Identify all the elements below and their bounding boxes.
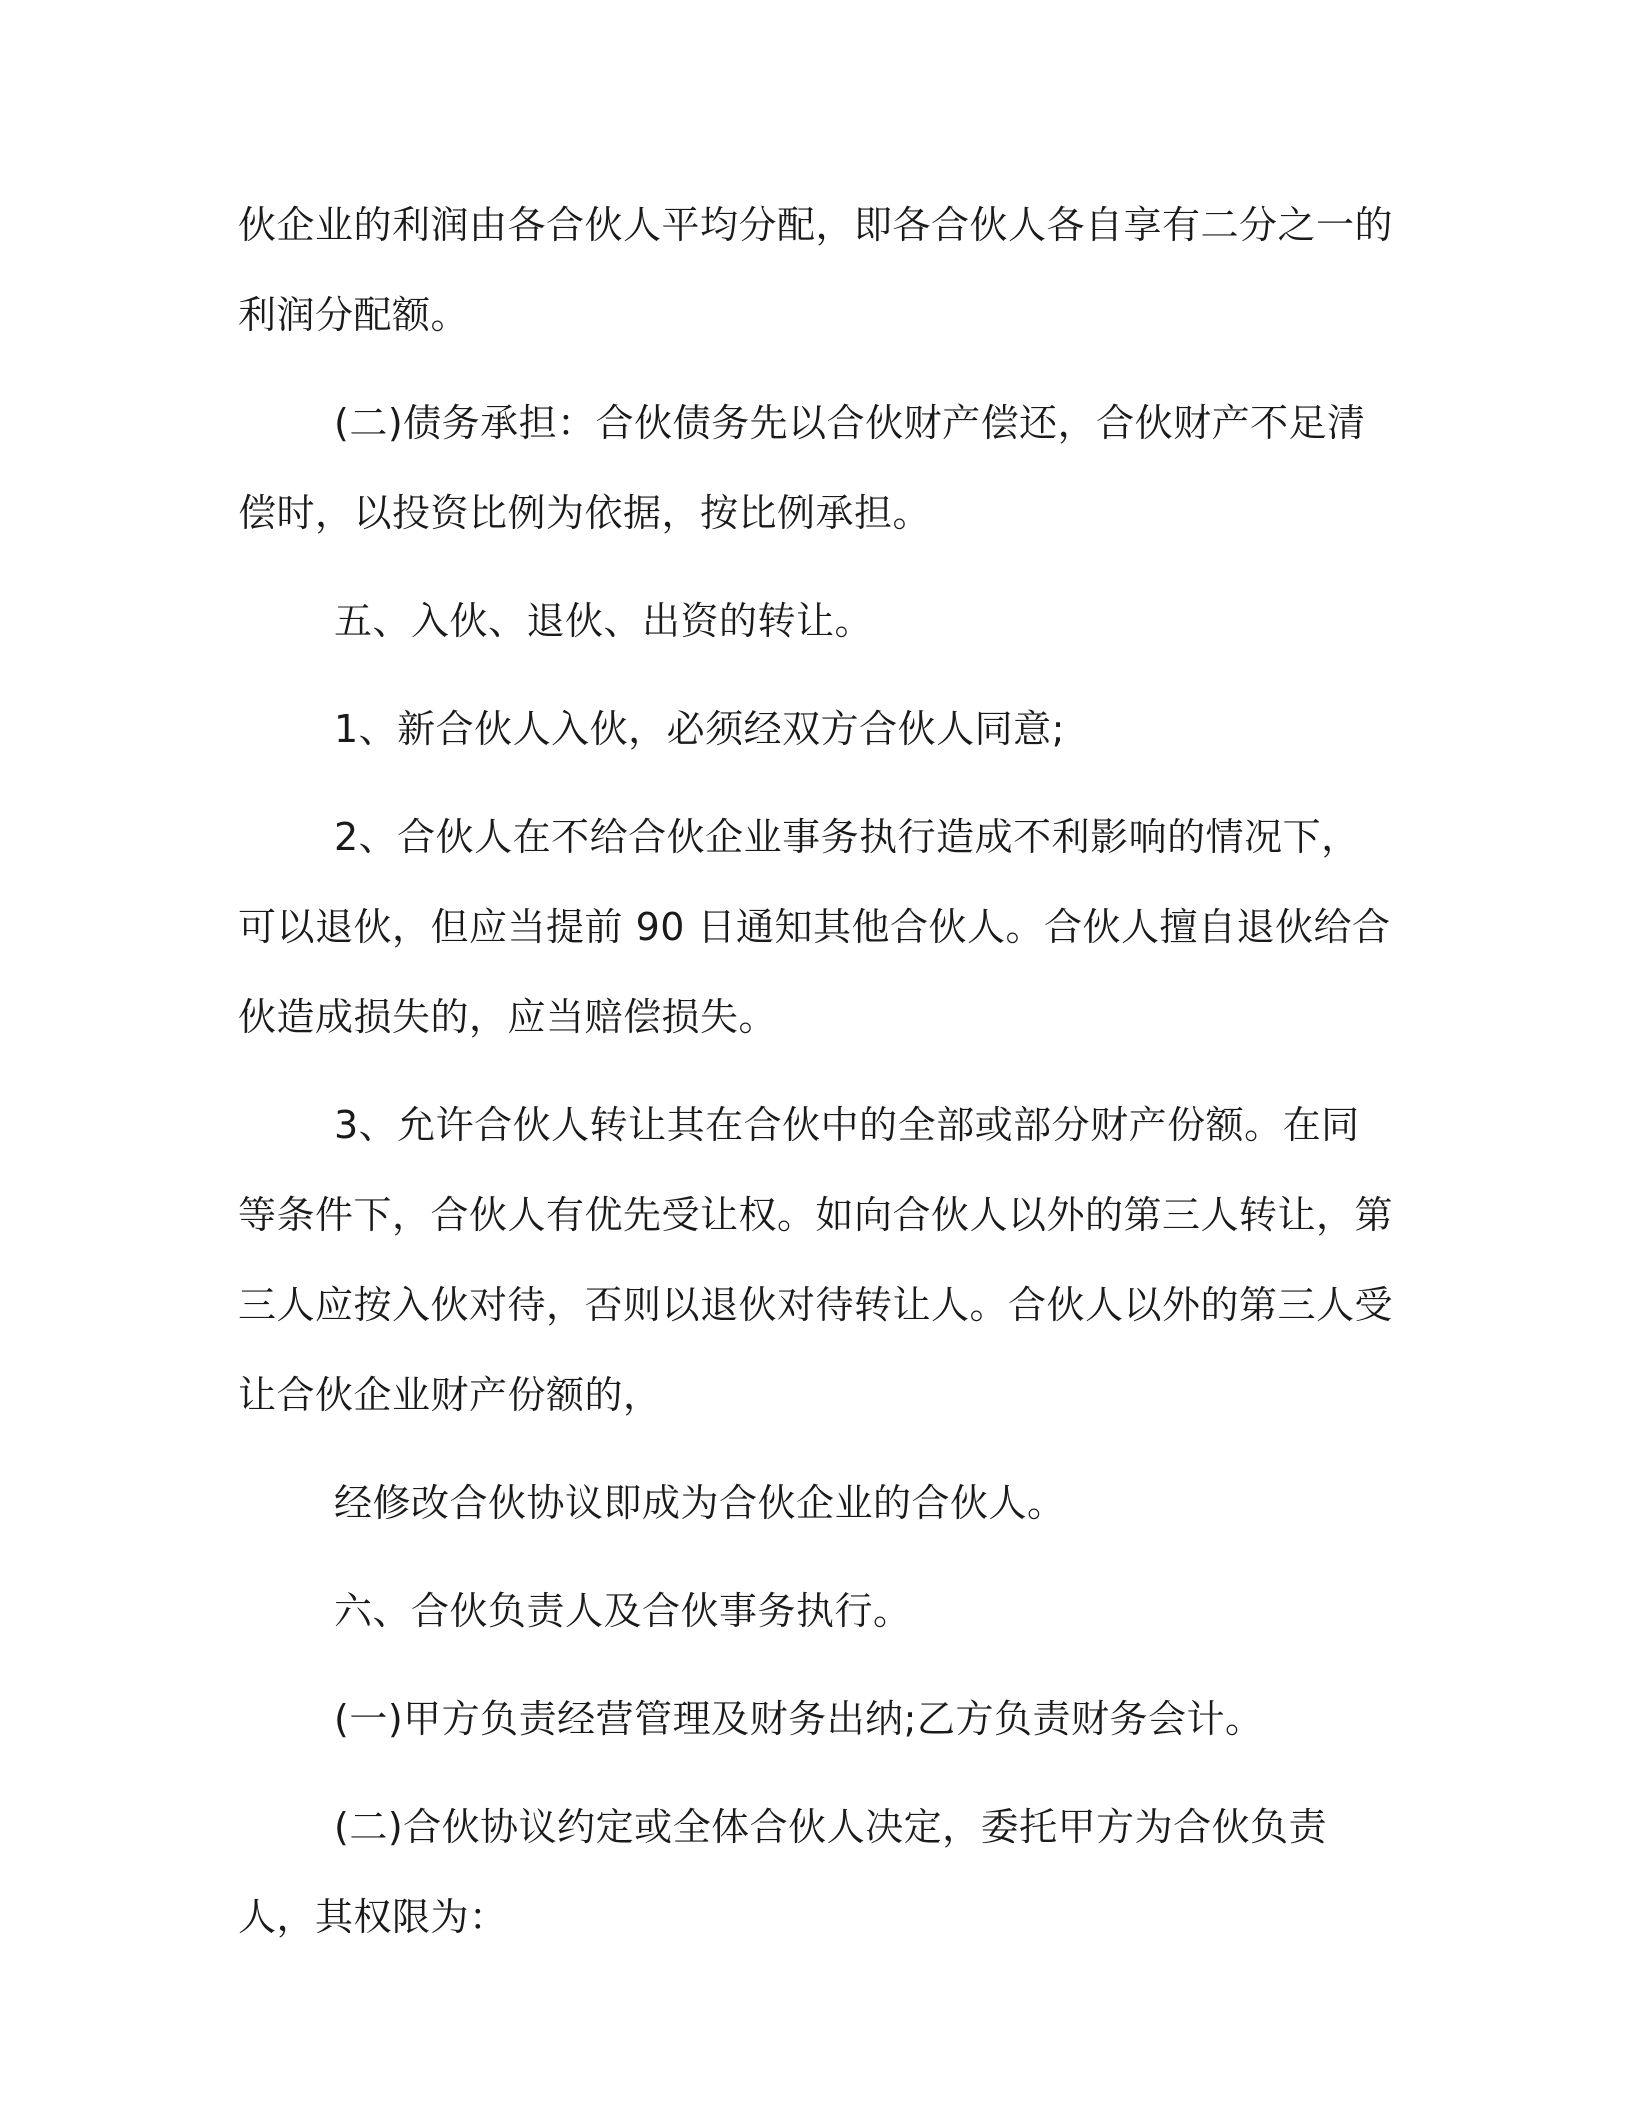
- paragraph-item-2: 2、合伙人在不给合伙企业事务执行造成不利影响的情况下，可以退伙，但应当提前 90 日通知其他合伙人。合伙人擅自退伙给合伙造成损失的，应当赔偿损失。: [238, 815, 1391, 1039]
- document-body: [238, 180, 1398, 1980]
- paragraph-item-1: 1、新合伙人入伙，必须经双方合伙人同意;: [334, 707, 1065, 751]
- paragraph-debt-bearing: (二)债务承担：合伙债务先以合伙财产偿还，合伙财产不足清偿时，以投资比例为依据，按比例承担。: [238, 401, 1366, 535]
- section-heading-admission-withdrawal: 五、入伙、退伙、出资的转让。: [334, 599, 874, 643]
- paragraph-item-3: 3、允许合伙人转让其在合伙中的全部或部分财产份额。在同等条件下，合伙人有优先受让权。如向合伙人以外的第三人转让，第三人应按入伙对待，否则以退伙对待转让人。合伙人以外的第三人受让合伙企业财产份额的，: [238, 1103, 1394, 1417]
- paragraph-item-3-continued: 经修改合伙协议即成为合伙企业的合伙人。: [334, 1481, 1066, 1525]
- paragraph-authority: (二)合伙协议约定或全体合伙人决定，委托甲方为合伙负责人，其权限为：: [238, 1805, 1328, 1939]
- paragraph-profit-share: 伙企业的利润由各合伙人平均分配，即各合伙人各自享有二分之一的利润分配额。: [238, 203, 1394, 337]
- paragraph-duties: (一)甲方负责经营管理及财务出纳;乙方负责财务会计。: [334, 1697, 1264, 1741]
- section-heading-management: 六、合伙负责人及合伙事务执行。: [334, 1589, 912, 1633]
